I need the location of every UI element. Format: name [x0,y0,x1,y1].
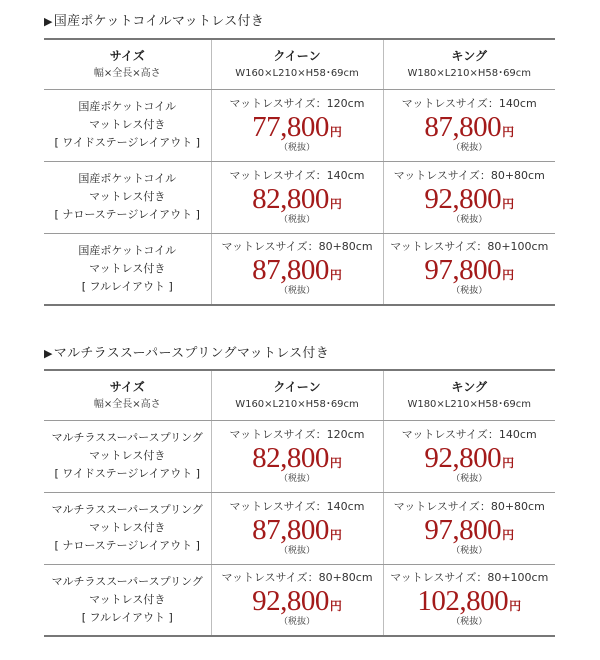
row-label: 国産ポケットコイル マットレス付き [ ナローステージレイアウト ] [44,161,211,233]
price-table-multilath-spring [44,369,555,637]
price-cell-queen: マットレスサイズ：140cm 87,800円 （税抜） [211,492,383,564]
row-label: マルチラススーパースプリング マットレス付き [ ワイドステージレイアウト ] [44,420,211,492]
yen-mark: 円 [329,124,342,139]
yen-mark: 円 [329,455,342,470]
tax-note: （税抜） [451,545,488,556]
price-value: 97,800 [424,513,502,546]
row-label: マルチラススーパースプリング マットレス付き [ ナローステージレイアウト ] [44,492,211,564]
price-value: 87,800 [252,254,329,287]
yen-mark: 円 [502,124,515,139]
price-cell-queen: マットレスサイズ：80+80cm 87,800円 （税抜） [211,233,383,305]
price-cell-king: マットレスサイズ：140cm 87,800円 （税抜） [383,89,555,161]
section-title-multilath-spring: ▶マルチラススーパースプリングマットレス付き [44,346,330,361]
table-row [44,233,555,305]
header-queen: クイーン W160×L210×H58･69cm [211,39,383,89]
tax-note: （税抜） [278,142,315,153]
tax-note: （税抜） [451,214,488,225]
row-label: マルチラススーパースプリング マットレス付き [ フルレイアウト ] [44,564,211,636]
yen-mark: 円 [502,268,515,283]
price-cell-queen: マットレスサイズ：120cm 77,800円 （税抜） [211,89,383,161]
yen-mark: 円 [329,527,342,542]
tax-note: （税抜） [278,286,315,297]
table-row [44,161,555,233]
header-king: キング W180×L210×H58･69cm [383,39,555,89]
price-cell-king: マットレスサイズ：140cm 92,800円 （税抜） [383,420,555,492]
table-row [44,420,555,492]
triangle-right-icon: ▶ [44,347,53,360]
price-value: 82,800 [252,182,329,215]
tax-note: （税抜） [278,473,315,484]
price-cell-king: マットレスサイズ：80+100cm 102,800円 （税抜） [383,564,555,636]
header-size: サイズ 幅×全長×高さ [44,39,211,89]
header-queen: クイーン W160×L210×H58･69cm [211,370,383,420]
yen-mark: 円 [329,599,342,614]
yen-mark: 円 [502,527,515,542]
price-cell-queen: マットレスサイズ：140cm 82,800円 （税抜） [211,161,383,233]
table-row [44,89,555,161]
tax-note: （税抜） [451,473,488,484]
tax-note: （税抜） [451,286,488,297]
price-value: 97,800 [424,254,502,287]
yen-mark: 円 [329,196,342,211]
price-value: 92,800 [424,441,502,474]
table-header-row [44,370,555,420]
price-value: 92,800 [252,585,329,618]
row-label: 国産ポケットコイル マットレス付き [ ワイドステージレイアウト ] [44,89,211,161]
tax-note: （税抜） [278,214,315,225]
header-king: キング W180×L210×H58･69cm [383,370,555,420]
price-value: 87,800 [252,513,329,546]
triangle-right-icon: ▶ [44,15,53,28]
price-value: 87,800 [424,110,502,143]
tax-note: （税抜） [278,617,315,628]
price-value: 102,800 [417,585,509,618]
price-value: 92,800 [424,182,502,215]
yen-mark: 円 [502,196,515,211]
price-cell-king: マットレスサイズ：80+100cm 97,800円 （税抜） [383,233,555,305]
yen-mark: 円 [329,268,342,283]
header-size: サイズ 幅×全長×高さ [44,370,211,420]
price-cell-king: マットレスサイズ：80+80cm 97,800円 （税抜） [383,492,555,564]
table-row [44,564,555,636]
price-cell-queen: マットレスサイズ：80+80cm 92,800円 （税抜） [211,564,383,636]
tax-note: （税抜） [278,545,315,556]
price-cell-queen: マットレスサイズ：120cm 82,800円 （税抜） [211,420,383,492]
yen-mark: 円 [509,599,522,614]
section-title-pocket-coil: ▶国産ポケットコイルマットレス付き [44,14,265,29]
tax-note: （税抜） [451,142,488,153]
row-label: 国産ポケットコイル マットレス付き [ フルレイアウト ] [44,233,211,305]
price-value: 77,800 [252,110,329,143]
table-header-row [44,39,555,89]
price-value: 82,800 [252,441,329,474]
table-row [44,492,555,564]
price-cell-king: マットレスサイズ：80+80cm 92,800円 （税抜） [383,161,555,233]
price-table-pocket-coil [44,38,555,306]
yen-mark: 円 [502,455,515,470]
tax-note: （税抜） [451,617,488,628]
